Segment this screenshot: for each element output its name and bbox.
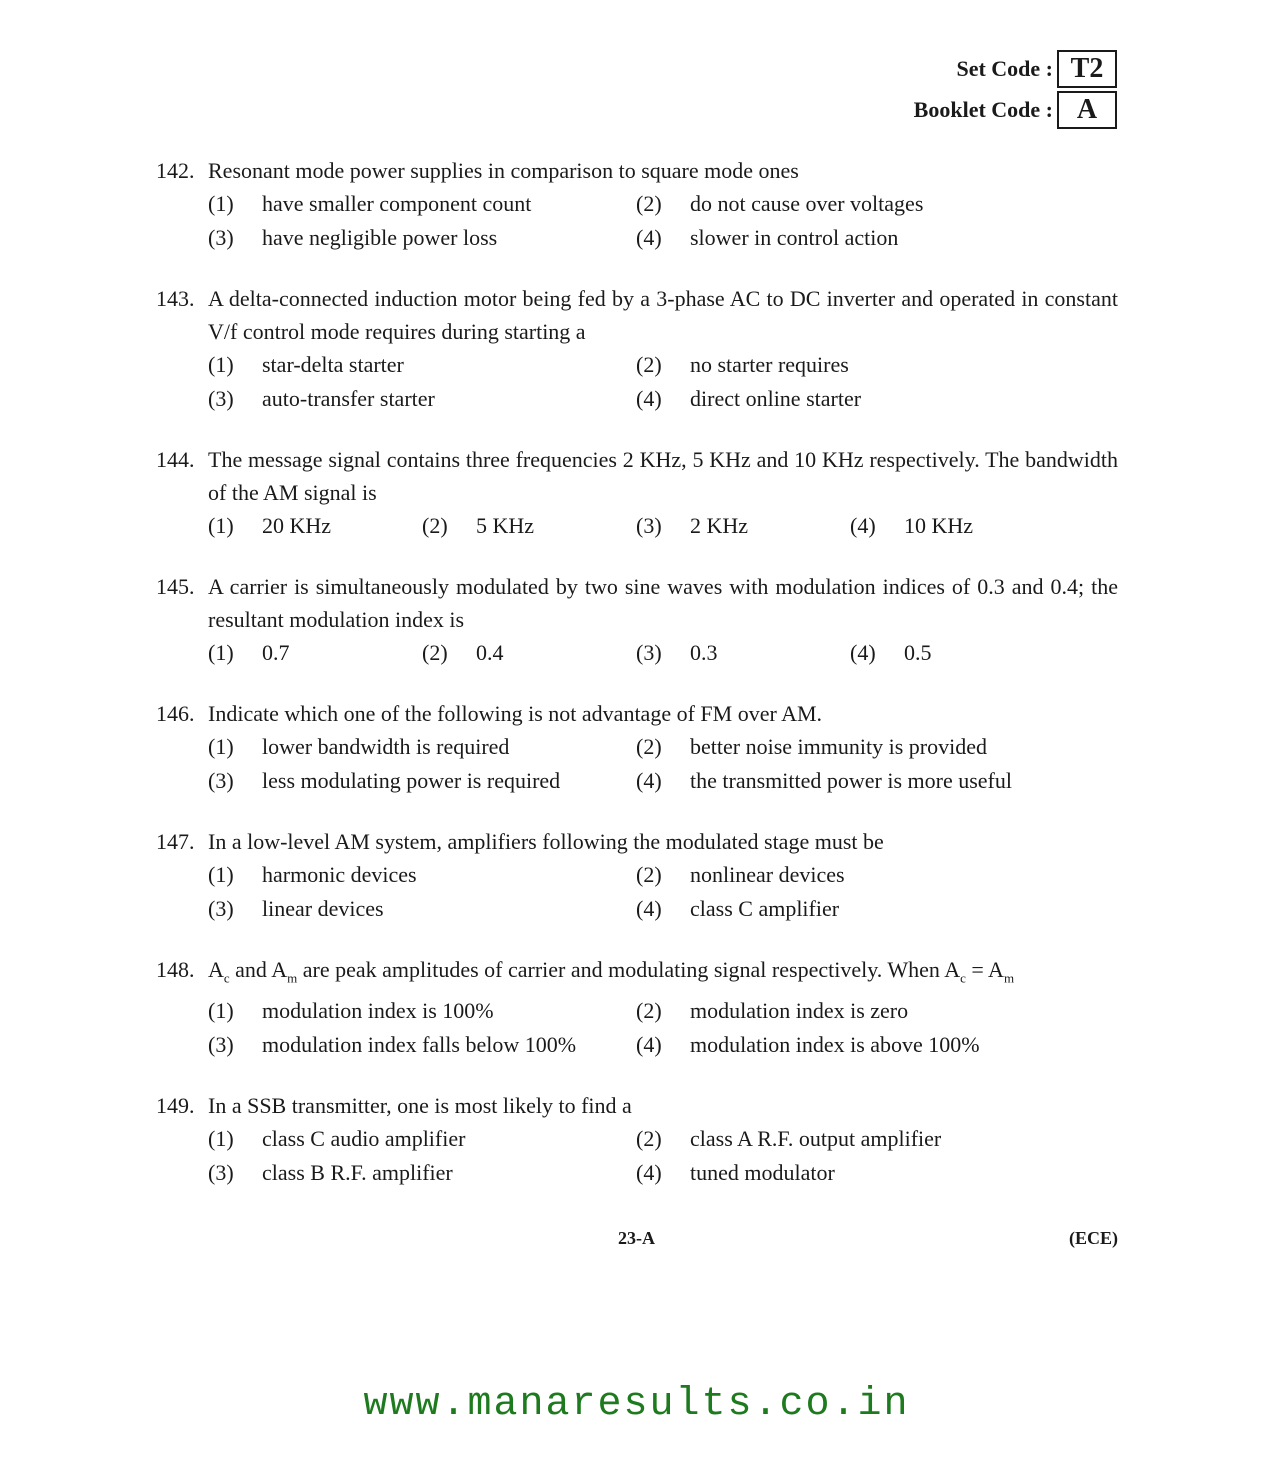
option-text: 10 KHz	[904, 513, 974, 538]
option-number: (1)	[208, 862, 234, 887]
option	[636, 764, 1116, 798]
option	[636, 187, 1116, 221]
option-number: (3)	[208, 386, 234, 411]
option-text: lower bandwidth is required	[262, 734, 510, 759]
option	[208, 382, 636, 416]
option-text: star-delta starter	[262, 352, 404, 377]
subject-code: (ECE)	[1069, 1228, 1118, 1248]
option	[208, 764, 636, 798]
option-text: 0.3	[690, 640, 718, 665]
option	[208, 1028, 636, 1062]
set-code-value: T2	[1057, 50, 1117, 88]
option	[636, 221, 1116, 255]
option-text: do not cause over voltages	[690, 191, 924, 216]
question-number: 145.	[156, 574, 195, 599]
option-text: have negligible power loss	[262, 225, 498, 250]
option	[636, 892, 1116, 926]
booklet-code-value: A	[1057, 91, 1117, 129]
option-text: 5 KHz	[476, 513, 535, 538]
option	[422, 636, 636, 670]
option-number: (3)	[208, 896, 234, 921]
question-142	[156, 154, 1118, 255]
page-number: 23-A	[618, 1228, 655, 1248]
option-text: slower in control action	[690, 225, 899, 250]
option-number: (2)	[636, 1126, 662, 1152]
question-number: 147.	[156, 829, 195, 854]
option-text: class C amplifier	[690, 896, 840, 921]
option	[636, 994, 1116, 1028]
question-number: 149.	[156, 1093, 195, 1119]
option-text: modulation index is zero	[690, 998, 909, 1024]
option	[850, 636, 1064, 670]
option-number: (1)	[208, 513, 234, 538]
question-text: $A_c$ and $A_m$ are peak amplitudes of carrier and modulating signal respectively. When $A_c = A_m$	[208, 957, 1015, 986]
option-text: class B R.F. amplifier	[262, 1160, 453, 1186]
option	[208, 730, 636, 764]
question-143	[156, 282, 1118, 416]
option	[636, 730, 1116, 764]
question-number: 142.	[156, 158, 195, 183]
option	[208, 994, 636, 1028]
question-number: 144.	[156, 447, 195, 472]
option-number: (3)	[208, 1032, 234, 1058]
option-number: (4)	[636, 768, 662, 793]
option	[636, 348, 1116, 382]
option-number: (4)	[636, 225, 662, 250]
question-list	[156, 154, 1118, 1217]
option-text: 0.4	[476, 640, 504, 665]
option-number: (2)	[422, 640, 448, 665]
option-text: modulation index is above 100%	[690, 1032, 980, 1058]
option	[636, 509, 850, 543]
option-number: (2)	[636, 191, 662, 216]
question-number: 143.	[156, 286, 195, 311]
booklet-code-row	[914, 91, 1117, 129]
option	[850, 509, 1064, 543]
option-number: (2)	[422, 513, 448, 538]
question-146	[156, 697, 1118, 798]
option	[208, 187, 636, 221]
option-text: less modulating power is required	[262, 768, 561, 793]
option	[208, 1122, 636, 1156]
option-number: (4)	[850, 640, 876, 665]
option-text: the transmitted power is more useful	[690, 768, 1012, 793]
option-text: direct online starter	[690, 386, 862, 411]
option-number: (3)	[208, 225, 234, 250]
option-text: modulation index is 100%	[262, 998, 494, 1024]
option-text: harmonic devices	[262, 862, 417, 887]
page-footer	[156, 1228, 1118, 1254]
option-text: nonlinear devices	[690, 862, 845, 887]
option	[636, 1156, 1116, 1190]
option-number: (2)	[636, 352, 662, 377]
option	[208, 348, 636, 382]
option-number: (4)	[636, 896, 662, 921]
question-text: Resonant mode power supplies in comparison to square mode ones	[208, 158, 799, 183]
option-text: modulation index falls below 100%	[262, 1032, 577, 1058]
option	[636, 1122, 1116, 1156]
option-text: class C audio amplifier	[262, 1126, 466, 1152]
option-number: (3)	[208, 1160, 234, 1186]
booklet-code-label: Booklet Code :	[913, 97, 1053, 122]
option-text: better noise immunity is provided	[690, 734, 987, 759]
option	[422, 509, 636, 543]
option-text: have smaller component count	[262, 191, 532, 216]
option	[208, 221, 636, 255]
watermark-url: www.manaresults.co.in	[363, 1382, 910, 1427]
option-number: (2)	[636, 734, 662, 759]
option-number: (2)	[636, 862, 662, 887]
question-text: In a low-level AM system, amplifiers following the modulated stage must be	[208, 829, 884, 854]
option-number: (3)	[636, 640, 662, 665]
set-code-label: Set Code :	[956, 56, 1053, 81]
question-148	[156, 953, 1118, 1062]
question-text: Indicate which one of the following is not advantage of FM over AM.	[208, 701, 823, 726]
question-145	[156, 570, 1118, 670]
option-number: (4)	[850, 513, 876, 538]
option	[208, 509, 422, 543]
option-number: (1)	[208, 191, 234, 216]
option-text: tuned modulator	[690, 1160, 835, 1186]
set-code-row	[914, 50, 1117, 88]
question-number: 146.	[156, 701, 195, 726]
option	[636, 382, 1116, 416]
option-number: (4)	[636, 1032, 662, 1058]
option	[208, 858, 636, 892]
option	[636, 636, 850, 670]
question-text: A delta-connected induction motor being fed by a 3-phase AC to DC inverter and operated in constant V/f control mode requires during starting a	[208, 286, 1118, 344]
question-147	[156, 825, 1118, 926]
question-text: The message signal contains three frequencies 2 KHz, 5 KHz and 10 KHz respectively. The bandwidth of the AM signal is	[208, 447, 1118, 505]
question-text: In a SSB transmitter, one is most likely to find a	[208, 1093, 632, 1119]
code-block	[914, 50, 1117, 132]
question-149	[156, 1089, 1118, 1190]
question-text: A carrier is simultaneously modulated by two sine waves with modulation indices of 0.3 and 0.4; the resultant modulation index is	[208, 574, 1118, 632]
option-number: (2)	[636, 998, 662, 1024]
option	[208, 1156, 636, 1190]
option-text: class A R.F. output amplifier	[690, 1126, 942, 1152]
option-text: 20 KHz	[262, 513, 332, 538]
option-text: linear devices	[262, 896, 384, 921]
option-number: (4)	[636, 386, 662, 411]
option-text: 2 KHz	[690, 513, 749, 538]
option-number: (4)	[636, 1160, 662, 1186]
option-number: (1)	[208, 998, 234, 1024]
option-number: (3)	[208, 768, 234, 793]
option-number: (1)	[208, 1126, 234, 1152]
option-text: 0.7	[262, 640, 290, 665]
question-number: 148.	[156, 957, 195, 982]
option	[208, 636, 422, 670]
option-number: (3)	[636, 513, 662, 538]
option	[208, 892, 636, 926]
option-text: auto-transfer starter	[262, 386, 435, 411]
option	[636, 858, 1116, 892]
option-text: no starter requires	[690, 352, 849, 377]
option-number: (1)	[208, 352, 234, 377]
option-number: (1)	[208, 734, 234, 759]
option-text: 0.5	[904, 640, 932, 665]
option-number: (1)	[208, 640, 234, 665]
question-144	[156, 443, 1118, 543]
option	[636, 1028, 1116, 1062]
